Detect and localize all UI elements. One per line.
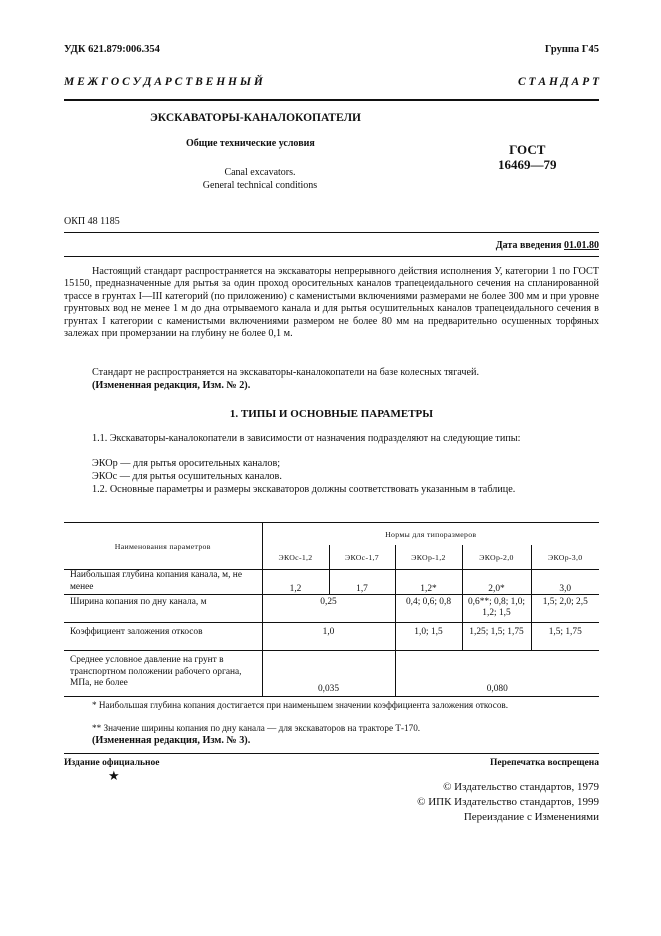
table-cell: 0,080 xyxy=(486,684,508,694)
amendment-note-2: (Измененная редакция, Изм. № 2). xyxy=(92,380,251,391)
table-column-header: ЭКОс-1,7 xyxy=(329,545,395,570)
table-cell: 3,0 xyxy=(559,584,572,594)
table-cell: 1,5; 2,0; 2,5 xyxy=(542,597,588,607)
copyright-line-1: © Издательство стандартов, 1979 xyxy=(443,781,599,793)
type-ekor: ЭКОр — для рытья оросительных каналов; xyxy=(92,458,281,469)
scope-paragraph: Настоящий стандарт распространяется на экскаваторы непрерывного действия исполнения У, категории 1 по ГОСТ 15150, предназначенные для рытья за один проход оросительных каналов трапецеидального сечения на спланированной трассе в грунтах I—III категорий (по приложению) с каменистыми включениями размерами не более 300 мм и при уровне грунтовых вод не менее 1 м до дна отрываемого канала и для рытья осушительных каналов трапецеидального сечения в грунтах I категории с каменистыми включениями размером не более 80 мм на предварительно осушенных торфяных залежах при промерзании на глубину не более 0,1 м. xyxy=(64,266,599,340)
table-cell: 1,2 xyxy=(262,570,329,595)
english-title-line-2: General technical conditions xyxy=(202,180,318,191)
clause-1-1: 1.1. Экскаваторы-каналокопатели в зависимости от назначения подразделяют на следующие типы: xyxy=(92,433,521,444)
copyright-line-2: © ИПК Издательство стандартов, 1999 xyxy=(417,796,599,808)
section-1-heading: 1. ТИПЫ И ОСНОВНЫЕ ПАРАМЕТРЫ xyxy=(229,408,434,420)
introduction-date-label: Дата введения xyxy=(495,240,562,251)
date-rule xyxy=(64,256,599,257)
star-icon: ★ xyxy=(108,768,120,783)
table-row-name: Коэффициент заложения откосов xyxy=(64,623,262,651)
exclusion-paragraph: Стандарт не распространяется на экскаваторы-каналокопатели на базе колесных тягачей. xyxy=(92,367,480,378)
okp-rule xyxy=(64,232,599,233)
table-cell: 0,6**; 0,8; 1,0; 1,2; 1,5 xyxy=(462,595,531,623)
document-subtitle: Общие технические условия xyxy=(186,138,315,149)
banner-word-1: М Е Ж Г О С У Д А Р С Т В Е Н Н Ы Й xyxy=(64,76,263,88)
okp-code: ОКП 48 1185 xyxy=(64,216,120,227)
table-cell: 0,035 xyxy=(262,651,395,697)
table-header-norms: Нормы для типоразмеров xyxy=(385,529,477,539)
table-row-name: Ширина копания по дну канала, м xyxy=(64,595,262,623)
gost-number xyxy=(498,142,557,172)
table-row-name: Среднее условное давление на грунт в транспортном положении рабочего органа, МПа, не более xyxy=(64,651,262,697)
header-rule xyxy=(64,99,599,101)
table-cell: 1,2* xyxy=(395,570,462,595)
introduction-date xyxy=(496,240,599,251)
gost-code: 16469—79 xyxy=(498,157,557,172)
table-cell: 1,0 xyxy=(262,623,395,651)
table-cell: 2,0* xyxy=(462,570,531,595)
table-row-name: Наибольшая глубина копания канала, м, не менее xyxy=(64,570,262,595)
footnote-2: ** Значение ширины копания по дну канала — для экскаваторов на тракторе Т-170. xyxy=(92,723,421,733)
copyright-block xyxy=(417,780,599,825)
footer-rule xyxy=(64,753,599,754)
standard-banner xyxy=(64,76,599,88)
table-cell: 1,5; 1,75 xyxy=(548,627,582,637)
document-title: ЭКСКАВАТОРЫ-КАНАЛОКОПАТЕЛИ xyxy=(150,112,361,124)
table-column-header: ЭКОс-1,2 xyxy=(262,545,329,570)
table-cell: 1,25; 1,5; 1,75 xyxy=(462,623,531,651)
table-column-header: ЭКОр-3,0 xyxy=(548,552,583,562)
reissue-note: Переиздание с Изменениями xyxy=(463,811,599,823)
table-cell: 0,25 xyxy=(262,595,395,623)
table-cell: 1,0; 1,5 xyxy=(395,623,462,651)
banner-word-2: С Т А Н Д А Р Т xyxy=(517,76,599,88)
udk-code: УДК 621.879:006.354 xyxy=(64,44,160,55)
official-edition: Издание официальное xyxy=(64,758,160,768)
group-code: Группа Г45 xyxy=(544,44,599,55)
parameters-table xyxy=(64,522,599,697)
english-title-line-1: Canal excavators. xyxy=(224,167,296,178)
type-ekos: ЭКОс — для рытья осушительных каналов. xyxy=(92,471,282,482)
introduction-date-value: 01.01.80 xyxy=(564,240,599,251)
amendment-note-3: (Измененная редакция, Изм. № 3). xyxy=(92,735,251,746)
english-title xyxy=(160,166,360,192)
gost-label: ГОСТ xyxy=(509,142,546,157)
table-column-header: ЭКОр-1,2 xyxy=(395,545,462,570)
clause-1-2: 1.2. Основные параметры и размеры экскаваторов должны соответствовать указанным в таблице. xyxy=(92,484,516,495)
table-header-parameters: Наименования параметров xyxy=(64,523,262,570)
table-column-header: ЭКОр-2,0 xyxy=(462,545,531,570)
table-cell: 0,4; 0,6; 0,8 xyxy=(395,595,462,623)
table-cell: 1,7 xyxy=(329,570,395,595)
footnote-1: * Наибольшая глубина копания достигается при наименьшем значении коэффициента заложения откосов. xyxy=(92,700,509,710)
reprint-notice: Перепечатка воспрещена xyxy=(489,758,599,768)
